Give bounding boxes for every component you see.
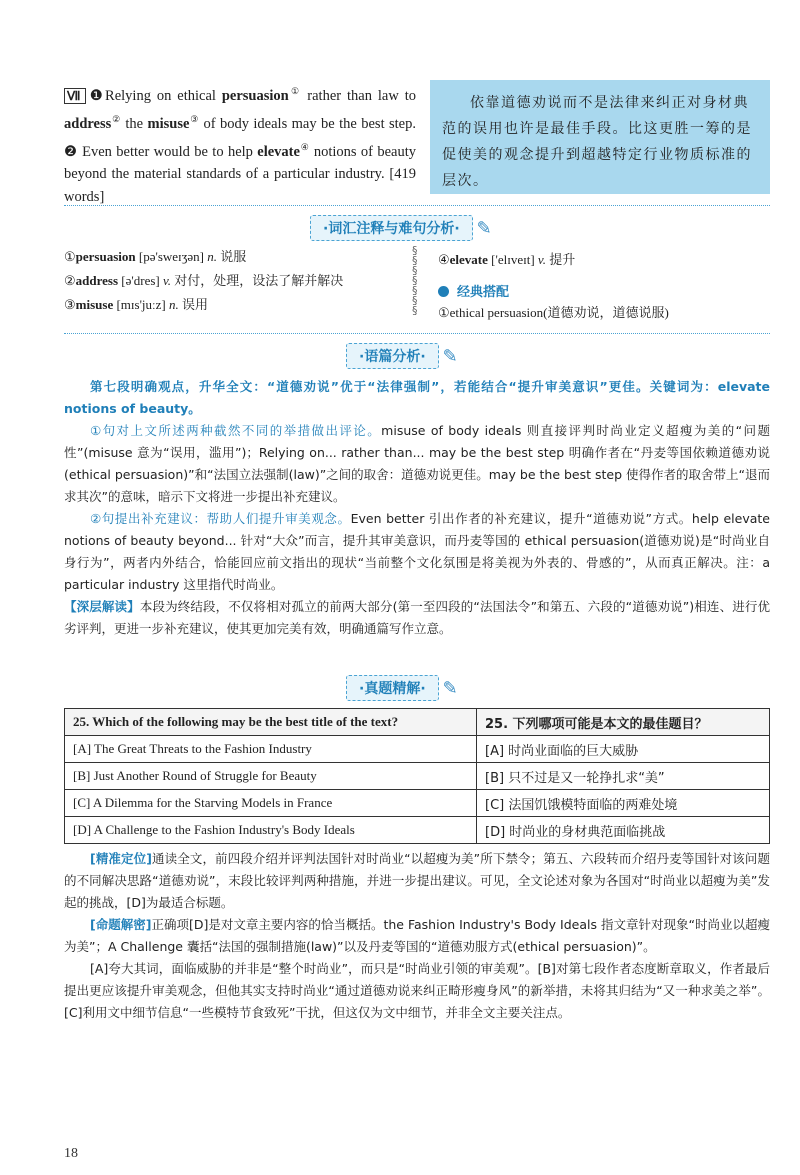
page-number: 18 [64,1146,78,1161]
option-d-english: [D] A Challenge to the Fashion Industry's Body Ideals [65,817,477,844]
analysis-p1-body: misuse of body ideals 则直接评判时尚业定义超瘦为美的“问题性”(misuse 意为“误用，滥用”)；Relying on... rather than... may be the best step 明确作者在“丹麦等国依赖道德劝说(ethical persuasion)”和“法国立法强制(law)”之间的取舍：道德劝说更佳。may be the best step 使得作者的取舍带上“退而求其次”的意味，暗示下文将进一步提出补充建议。 [64,423,770,504]
vocab-meaning: 说服 [217,249,247,264]
vocab-meaning: 提升 [545,252,576,267]
vocab-pos: v. [162,273,172,288]
vocab-phonetic: [pə'sweɪʒən] [135,249,208,264]
analysis-header-label: ·语篇分析· [346,343,439,369]
sentence-1-text: rather than law to [301,87,417,104]
vocab-section-header [310,216,492,240]
analysis-p2-head: ②句提出补充建议：帮助人们提升审美观念。 [90,511,351,526]
wrong-options-paragraph: [A]夸大其词，面临威胁的并非是“整个时尚业”，而只是“时尚业引领的审美观”。[B]对第七段作者态度断章取义，作者最后提出更应该提升审美观念，但他其实支持时尚业“通过道德劝说来纠正畸形瘦身风”的新举措，未将其归结为“又一种求美之举”。[C]利用文中细节信息“一些模特节食致死”干扰，但这仅为文中细节，并非全文主要关注点。 [64,961,770,1020]
vocab-word: misuse [75,297,114,312]
collocation-item: ①ethical persuasion(道德劝说，道德说服) [438,305,669,320]
option-row [65,817,770,844]
question-header-label: ·真题精解· [346,675,439,701]
analysis-body [64,376,770,640]
vocab-number: ③ [64,297,76,312]
vocab-word: elevate [449,252,488,267]
keyword-elevate: elevate [257,143,300,160]
question-chinese: 25. 下列哪项可能是本文的最佳题目？ [477,709,770,736]
pen-icon: ✎ [476,217,492,239]
vocab-header-label: ·词汇注释与难句分析· [310,215,473,241]
sentence-1-number: ❶ [89,87,106,104]
answer-explanation [64,848,770,1024]
keyword-persuasion: persuasion [221,87,289,104]
option-c-chinese: [C] 法国饥饿模特面临的两难处境 [477,790,770,817]
collocation-title [438,281,509,300]
analysis-section-header [346,344,458,368]
keyword-address: address [64,115,112,132]
wavy-divider: § § § § § § § [412,244,418,317]
option-c-english: [C] A Dilemma for the Starving Models in France [65,790,477,817]
vocab-item-2 [64,270,343,292]
option-a-chinese: [A] 时尚业面临的巨大威胁 [477,736,770,763]
keyword-misuse: misuse [147,115,190,132]
vocab-pos: v. [537,252,546,267]
vocab-meaning: 误用 [178,297,209,312]
vocab-phonetic: [ə'dres] [118,273,163,288]
vocab-meaning: 对付，处理，设法了解并解决 [171,273,344,288]
pen-icon: ✎ [442,677,458,699]
question-section-header [346,676,458,700]
sentence-1-text: Relying on ethical [105,87,222,104]
vocab-item-3 [64,294,208,316]
paragraph-english [64,80,416,209]
option-row [65,790,770,817]
analysis-deep [64,596,770,640]
vocab-pos: n. [169,297,179,312]
note-marker: ① [288,86,302,96]
decode-tag: [命题解密] [90,917,152,932]
option-row [65,736,770,763]
analysis-p2 [64,508,770,596]
analysis-p1-head: ①句对上文所述两种截然不同的举措做出评论。 [90,423,382,438]
deep-reading-tag: 【深层解读】 [64,599,140,614]
vocab-number: ④ [438,252,450,267]
sentence-2-text: Even better would be to help [82,143,258,160]
question-english: 25. Which of the following may be the best title of the text? [65,709,477,736]
vocab-number: ① [64,249,76,264]
question-row [65,709,770,736]
divider [64,205,770,206]
vocab-number: ② [64,273,76,288]
translation-box: 依靠道德劝说而不是法律来纠正对身材典范的误用也许是最佳手段。比这更胜一筹的是促使美的观念提升到超越特定行业物质标准的层次。 [430,80,770,194]
locate-body: 通读全文，前四段介绍并评判法国针对时尚业“以超瘦为美”所下禁令；第五、六段转而介绍丹麦等国针对该问题的不同解决思路“道德劝说”，末段比较评判两种措施，并进一步提出建议。可见，全文论述对象为各国对“时尚业以超瘦为美”发起的挑战，[D]为最适合标题。 [64,851,770,910]
analysis-intro: 第七段明确观点，升华全文：“道德劝说”优于“法律强制”，若能结合“提升审美意识”更佳。关键词为：elevate notions of beauty。 [64,379,770,416]
divider [64,333,770,334]
option-d-chinese: [D] 时尚业的身材典范面临挑战 [477,817,770,844]
note-marker: ② [111,113,121,124]
deep-reading-body: 本段为终结段，不仅将相对孤立的前两大部分(第一至四段的“法国法令”和第五、六段的“道德劝说”)相连、进行优劣评判，更进一步补充建议，使其更加完美有效，明确通篇写作立意。 [64,599,770,636]
option-b-english: [B] Just Another Round of Struggle for Beauty [65,763,477,790]
sentence-1-text: the [120,115,148,132]
vocab-pos: n. [207,249,218,264]
note-marker: ③ [189,113,200,124]
vocab-word: address [75,273,119,288]
vocab-phonetic: ['elɪveɪt] [487,252,538,267]
pen-icon: ✎ [442,345,458,367]
decode-paragraph [64,914,770,958]
decode-body: 正确项[D]是对文章主要内容的恰当概括。the Fashion Industry's Body Ideals 指文章针对现象“时尚业以超瘦为美”；A Challenge 囊括“法国的强制措施(law)”以及丹麦等国的“道德劝服方式(ethical persuasion)”。 [64,917,770,954]
paragraph-number: Ⅶ [64,88,86,104]
vocab-word: persuasion [75,249,136,264]
sentence-2-number: ❷ [64,143,78,160]
vocab-phonetic: [mɪs'juːz] [113,297,169,312]
locate-paragraph [64,848,770,914]
option-a-english: [A] The Great Threats to the Fashion Industry [65,736,477,763]
sentence-1-text: of body ideals may be the best step. [199,115,416,132]
bullet-icon [438,286,449,297]
sentence-2-text: notions of beauty beyond the material standards of a particular industry. [419 words] [64,143,417,206]
option-b-chinese: [B] 只不过是又一轮挣扎求“美” [477,763,770,790]
question-table [64,708,770,844]
vocab-item-4 [438,249,575,271]
option-row [65,763,770,790]
analysis-p1 [64,420,770,508]
analysis-p2-body: Even better 引出作者的补充建议，提升“道德劝说”方式。help elevate notions of beauty beyond... 针对“大众”而言，提升其审美意识，而丹麦等国的 ethical persuasion(道德劝说)是“时尚业自身行为”，两者内外结合，恰能回应前文指出的现状“当前整个文化氛围是将美视为外表的、骨感的”，从而真正解决。注：a particular industry 这里指代时尚业。 [64,511,770,592]
vocab-item-1 [64,246,246,268]
collocation-title-text: 经典搭配 [457,285,510,300]
locate-tag: [精准定位] [90,851,152,866]
note-marker: ④ [299,141,310,152]
